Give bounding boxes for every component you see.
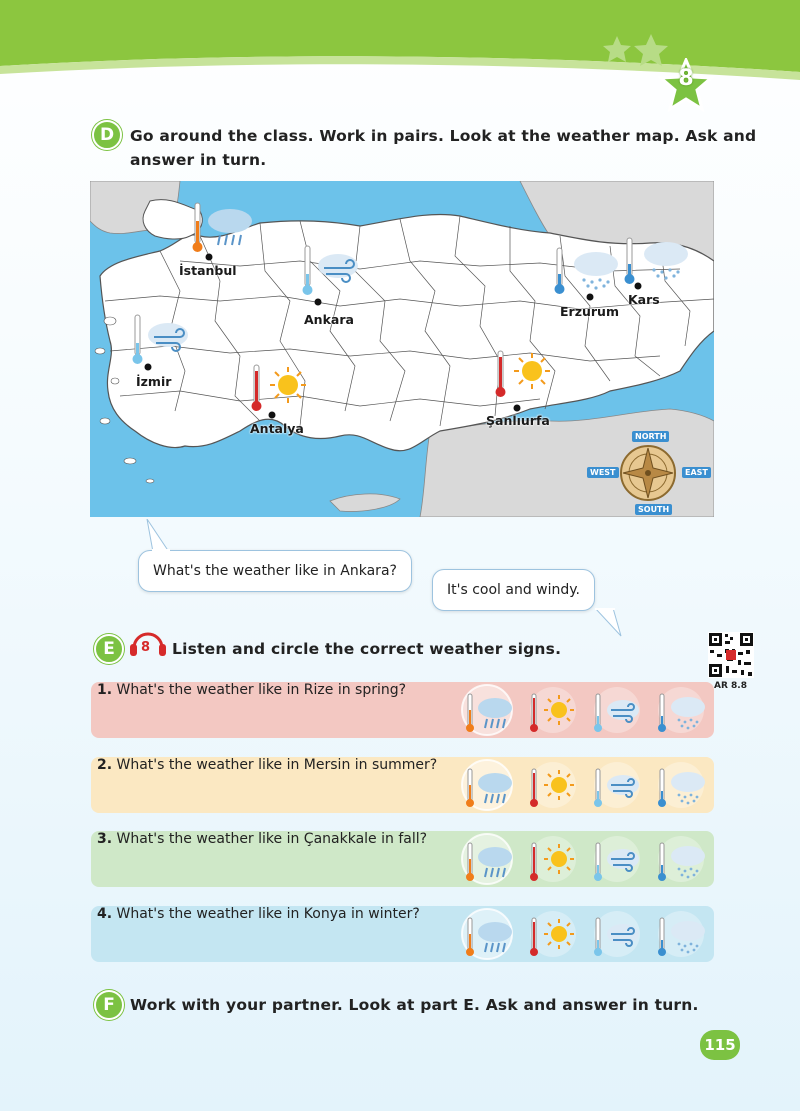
weather-sign-option[interactable] bbox=[459, 759, 515, 811]
question-number: 4. bbox=[97, 906, 113, 922]
city-label-kars: Kars bbox=[628, 292, 660, 307]
sunny-icon bbox=[494, 349, 554, 399]
unit-number: 8 bbox=[678, 66, 694, 91]
compass-south: SOUTH bbox=[635, 504, 672, 515]
snowy-icon bbox=[624, 236, 694, 286]
weather-sign-option[interactable] bbox=[651, 759, 707, 811]
city-label-ankara: Ankara bbox=[304, 312, 354, 327]
sunny-icon bbox=[523, 759, 579, 811]
question-label: What's the weather like in Rize in spring? bbox=[116, 682, 407, 698]
city-label-izmir: İzmir bbox=[136, 374, 172, 389]
snowy-icon bbox=[651, 684, 707, 736]
speech-bubble-answer bbox=[432, 569, 595, 611]
city-label-sanliurfa: Şanlıurfa bbox=[486, 413, 550, 428]
question-label: What's the weather like in Konya in winter? bbox=[116, 906, 420, 922]
windy-icon bbox=[587, 684, 643, 736]
weather-sign-option[interactable] bbox=[523, 833, 579, 885]
compass-east: EAST bbox=[682, 467, 711, 478]
weather-sign-option[interactable] bbox=[523, 908, 579, 960]
weather-sign-option[interactable] bbox=[523, 684, 579, 736]
weather-map bbox=[90, 181, 714, 517]
snowy-icon bbox=[554, 246, 624, 296]
question-text bbox=[97, 682, 406, 698]
section-f-badge: F bbox=[94, 990, 124, 1020]
dialogue-answer: It's cool and windy. bbox=[447, 582, 581, 598]
question-text bbox=[97, 906, 420, 922]
weather-sign-options bbox=[459, 833, 714, 885]
question-row bbox=[91, 757, 714, 813]
section-e-badge: E bbox=[94, 634, 124, 664]
sunny-icon bbox=[250, 363, 310, 413]
windy-icon bbox=[587, 759, 643, 811]
section-d-instruction-line1: Go around the class. Work in pairs. Look at the weather map. Ask and bbox=[130, 127, 757, 145]
question-row bbox=[91, 682, 714, 738]
ar-label: AR 8.8 bbox=[714, 681, 747, 691]
rainy-icon bbox=[459, 833, 515, 885]
windy-icon bbox=[130, 313, 195, 368]
question-text bbox=[97, 757, 437, 773]
windy-icon bbox=[300, 244, 365, 299]
section-d-badge: D bbox=[92, 120, 122, 150]
snowy-icon bbox=[651, 908, 707, 960]
weather-sign-option[interactable] bbox=[651, 908, 707, 960]
rainy-icon bbox=[459, 908, 515, 960]
audio-track-number: 8 bbox=[141, 640, 151, 655]
weather-sign-option[interactable] bbox=[459, 684, 515, 736]
question-text bbox=[97, 831, 427, 847]
rainy-icon bbox=[190, 201, 260, 256]
weather-sign-options bbox=[459, 684, 714, 736]
city-label-antalya: Antalya bbox=[250, 421, 304, 436]
weather-sign-options bbox=[459, 908, 714, 960]
snowy-icon bbox=[651, 833, 707, 885]
weather-sign-option[interactable] bbox=[651, 684, 707, 736]
question-label: What's the weather like in Çanakkale in fall? bbox=[116, 831, 428, 847]
question-label: What's the weather like in Mersin in summer? bbox=[116, 757, 438, 773]
speech-bubble-question bbox=[138, 550, 412, 592]
compass-north: NORTH bbox=[632, 431, 669, 442]
weather-sign-option[interactable] bbox=[459, 833, 515, 885]
windy-icon bbox=[587, 908, 643, 960]
question-number: 1. bbox=[97, 682, 113, 698]
rainy-icon bbox=[459, 759, 515, 811]
sunny-icon bbox=[523, 833, 579, 885]
weather-sign-option[interactable] bbox=[523, 759, 579, 811]
section-d-instruction-line2: answer in turn. bbox=[130, 151, 267, 169]
sunny-icon bbox=[523, 684, 579, 736]
section-e-instruction: Listen and circle the correct weather signs. bbox=[172, 640, 562, 658]
windy-icon bbox=[587, 833, 643, 885]
dialogue-question: What's the weather like in Ankara? bbox=[153, 563, 397, 579]
question-number: 2. bbox=[97, 757, 113, 773]
city-label-istanbul: İstanbul bbox=[179, 263, 237, 278]
weather-sign-option[interactable] bbox=[651, 833, 707, 885]
question-number: 3. bbox=[97, 831, 113, 847]
qr-code[interactable] bbox=[708, 632, 754, 678]
snowy-icon bbox=[651, 759, 707, 811]
weather-sign-option[interactable] bbox=[587, 759, 643, 811]
weather-sign-option[interactable] bbox=[587, 908, 643, 960]
weather-sign-option[interactable] bbox=[587, 684, 643, 736]
city-label-erzurum: Erzurum bbox=[560, 304, 619, 319]
page-number: 115 bbox=[700, 1030, 740, 1060]
rainy-icon bbox=[459, 684, 515, 736]
section-f-instruction: Work with your partner. Look at part E. Ask and answer in turn. bbox=[130, 996, 699, 1014]
question-row bbox=[91, 831, 714, 887]
question-row bbox=[91, 906, 714, 962]
sunny-icon bbox=[523, 908, 579, 960]
weather-sign-options bbox=[459, 759, 714, 811]
weather-sign-option[interactable] bbox=[587, 833, 643, 885]
weather-sign-option[interactable] bbox=[459, 908, 515, 960]
compass-west: WEST bbox=[587, 467, 619, 478]
